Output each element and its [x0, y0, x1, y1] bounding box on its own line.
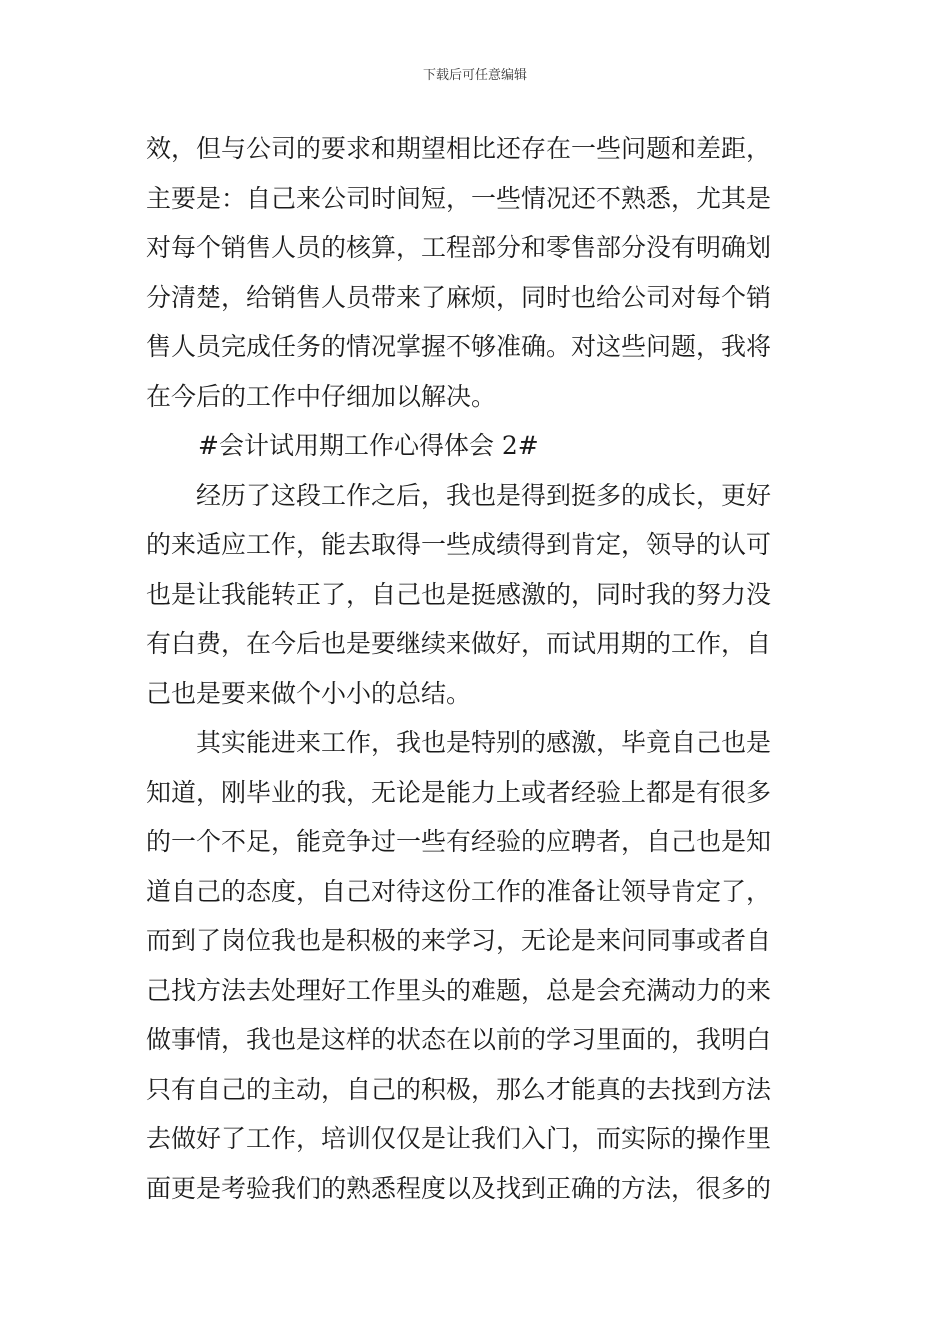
text-line: 己找方法去处理好工作里头的难题，总是会充满动力的来: [146, 975, 772, 1005]
document-body: [146, 124, 810, 1213]
text-line: 道自己的态度，自己对待这份工作的准备让领导肯定了，: [146, 876, 772, 906]
section-heading: #会计试用期工作心得体会 2#: [198, 431, 539, 460]
text-line: 而到了岗位我也是积极的来学习，无论是来问同事或者自: [146, 926, 772, 955]
text-line: 只有自己的主动，自己的积极，那么才能真的去找到方法: [146, 1074, 772, 1104]
text-line: 的来适应工作，能去取得一些成绩得到肯定，领导的认可: [146, 530, 772, 559]
text-line: 对每个销售人员的核算，工程部分和零售部分没有明确划: [146, 233, 772, 262]
text-line: 去做好了工作，培训仅仅是让我们入门，而实际的操作里: [146, 1124, 772, 1153]
text-line: 主要是：自己来公司时间短，一些情况还不熟悉，尤其是: [146, 183, 772, 213]
text-line: 经历了这段工作之后，我也是得到挺多的成长，更好: [196, 480, 772, 510]
text-line: 分清楚，给销售人员带来了麻烦，同时也给公司对每个销: [146, 282, 772, 312]
text-line: 有白费，在今后也是要继续来做好，而试用期的工作，自: [146, 629, 772, 658]
text-line: 己也是要来做个小小的总结。: [146, 678, 472, 708]
text-line: 效，但与公司的要求和期望相比还存在一些问题和差距，: [146, 134, 772, 163]
text-line: 做事情，我也是这样的状态在以前的学习里面的，我明白: [146, 1025, 772, 1054]
text-line: 售人员完成任务的情况掌握不够准确。对这些问题，我将: [146, 332, 772, 361]
page-header: 下载后可任意编辑: [422, 68, 527, 83]
text-line: 其实能进来工作，我也是特别的感激，毕竟自己也是: [196, 728, 772, 757]
text-line: 面更是考验我们的熟悉程度以及找到正确的方法，很多的: [146, 1173, 772, 1203]
text-line: 也是让我能转正了，自己也是挺感激的，同时我的努力没: [146, 579, 772, 609]
text-line: 在今后的工作中仔细加以解决。: [146, 381, 497, 411]
text-line: 的一个不足，能竞争过一些有经验的应聘者，自己也是知: [146, 827, 772, 856]
text-line: 知道，刚毕业的我，无论是能力上或者经验上都是有很多: [146, 777, 772, 807]
